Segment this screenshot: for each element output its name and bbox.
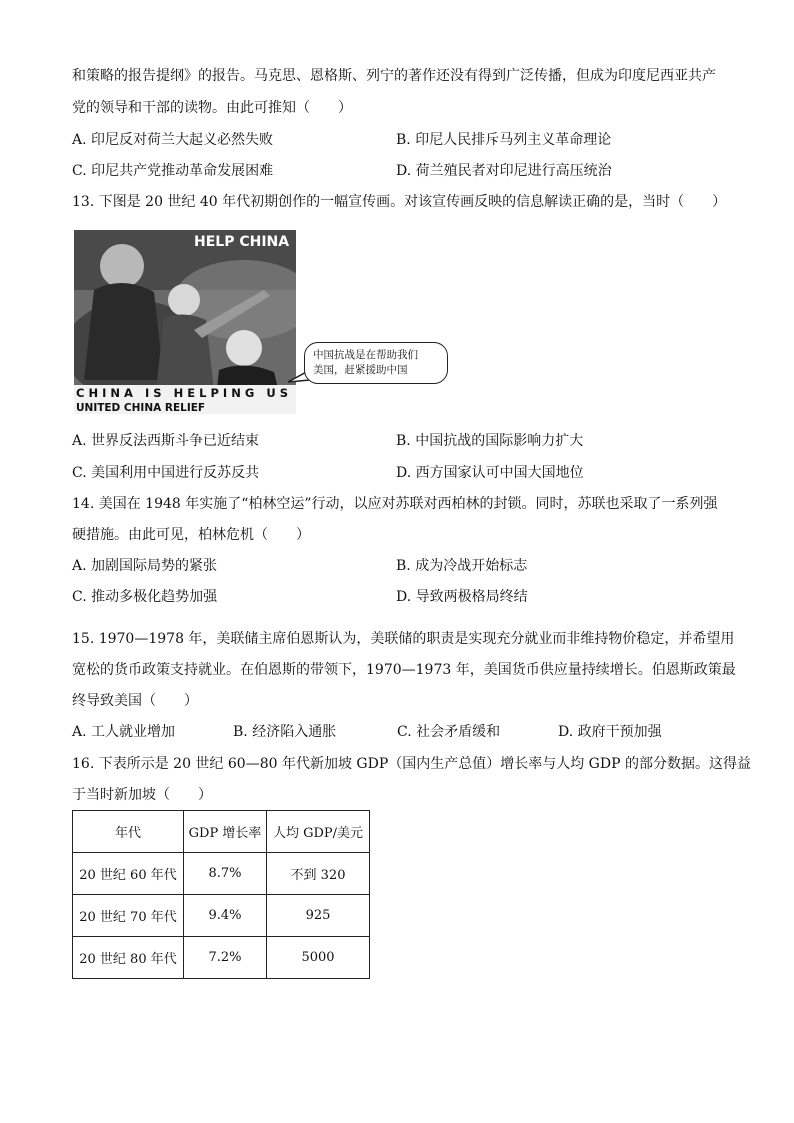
q16-stem-line2: 于当时新加坡（ ） [72,787,212,803]
poster-artwork [74,230,296,414]
table-cell: 20 世纪 60 年代 [73,853,184,895]
q14-option-a[interactable]: A. 加剧国际局势的紧张 [72,558,218,574]
q15-stem-line3: 终导致美国（ ） [72,693,198,709]
q12-option-a[interactable]: A. 印尼反对荷兰大起义必然失败 [72,132,274,148]
table-cell: 925 [267,895,370,937]
header-cell-era: 年代 [73,811,184,853]
table-cell: 7.2% [184,937,267,979]
table-cell: 20 世纪 80 年代 [73,937,184,979]
q13-option-c[interactable]: C. 美国利用中国进行反苏反共 [72,465,260,481]
q12-option-b[interactable]: B. 印尼人民排斥马列主义革命理论 [396,132,612,148]
bubble-line2: 美国，赶紧援助中国 [313,364,408,376]
table-row [73,937,370,979]
q15-option-b[interactable]: B. 经济陷入通胀 [233,724,337,740]
poster-title-top: HELP CHINA [194,234,290,250]
q15-option-a[interactable]: A. 工人就业增加 [72,724,176,740]
q13-option-d[interactable]: D. 西方国家认可中国大国地位 [396,465,584,481]
q14-stem-line2: 硬措施。由此可见，柏林危机（ ） [72,527,310,543]
poster-organization: UNITED CHINA RELIEF [76,402,206,414]
q14-option-b[interactable]: B. 成为冷战开始标志 [396,558,528,574]
table-row [73,895,370,937]
q15-stem-line2: 宽松的货币政策支持就业。在伯恩斯的带领下，1970—1973 年，美国货币供应量持续增长。伯恩斯政策最 [72,662,736,678]
q15-stem-line1: 15. 1970—1978 年，美联储主席伯恩斯认为，美联储的职责是实现充分就业而非维持物价稳定，并希望用 [72,631,735,647]
q14-option-c[interactable]: C. 推动多极化趋势加强 [72,589,218,605]
q13-option-b[interactable]: B. 中国抗战的国际影响力扩大 [396,433,584,449]
propaganda-poster [74,230,296,414]
header-cell-per-capita: 人均 GDP/美元 [267,811,370,853]
q12-option-d[interactable]: D. 荷兰殖民者对印尼进行高压统治 [396,163,612,179]
q12-stem-line2: 党的领导和干部的读物。由此可推知（ ） [72,100,352,116]
poster-slogan: CHINA IS HELPING US [76,386,288,400]
header-cell-growth: GDP 增长率 [184,811,267,853]
q13-option-a[interactable]: A. 世界反法西斯斗争已近结束 [72,433,260,449]
table-cell: 20 世纪 70 年代 [73,895,184,937]
table-cell: 8.7% [184,853,267,895]
q12-stem-line1: 和策略的报告提纲》的报告。马克思、恩格斯、列宁的著作还没有得到广泛传播，但成为印度尼西亚共产 [72,68,716,84]
q15-option-d[interactable]: D. 政府干预加强 [558,724,662,740]
table-cell: 不到 320 [267,853,370,895]
q14-stem-line1: 14. 美国在 1948 年实施了“柏林空运”行动，以应对苏联对西柏林的封锁。同时，苏联也采取了一系列强 [72,496,718,512]
table-row [73,853,370,895]
q14-option-d[interactable]: D. 导致两极格局终结 [396,589,528,605]
q12-option-c[interactable]: C. 印尼共产党推动革命发展困难 [72,163,274,179]
bubble-line1: 中国抗战是在帮助我们 [313,349,418,361]
table-cell: 9.4% [184,895,267,937]
table-cell: 5000 [267,937,370,979]
q15-option-c[interactable]: C. 社会矛盾缓和 [397,724,501,740]
speech-bubble [304,342,448,384]
q16-stem-line1: 16. 下表所示是 20 世纪 60—80 年代新加坡 GDP（国内生产总值）增长率与人均 GDP 的部分数据。这得益 [72,756,751,772]
table-header-row [73,811,370,853]
gdp-table [72,810,370,979]
q13-stem: 13. 下图是 20 世纪 40 年代初期创作的一幅宣传画。对该宣传画反映的信息解读正确的是，当时（ ） [72,194,727,210]
